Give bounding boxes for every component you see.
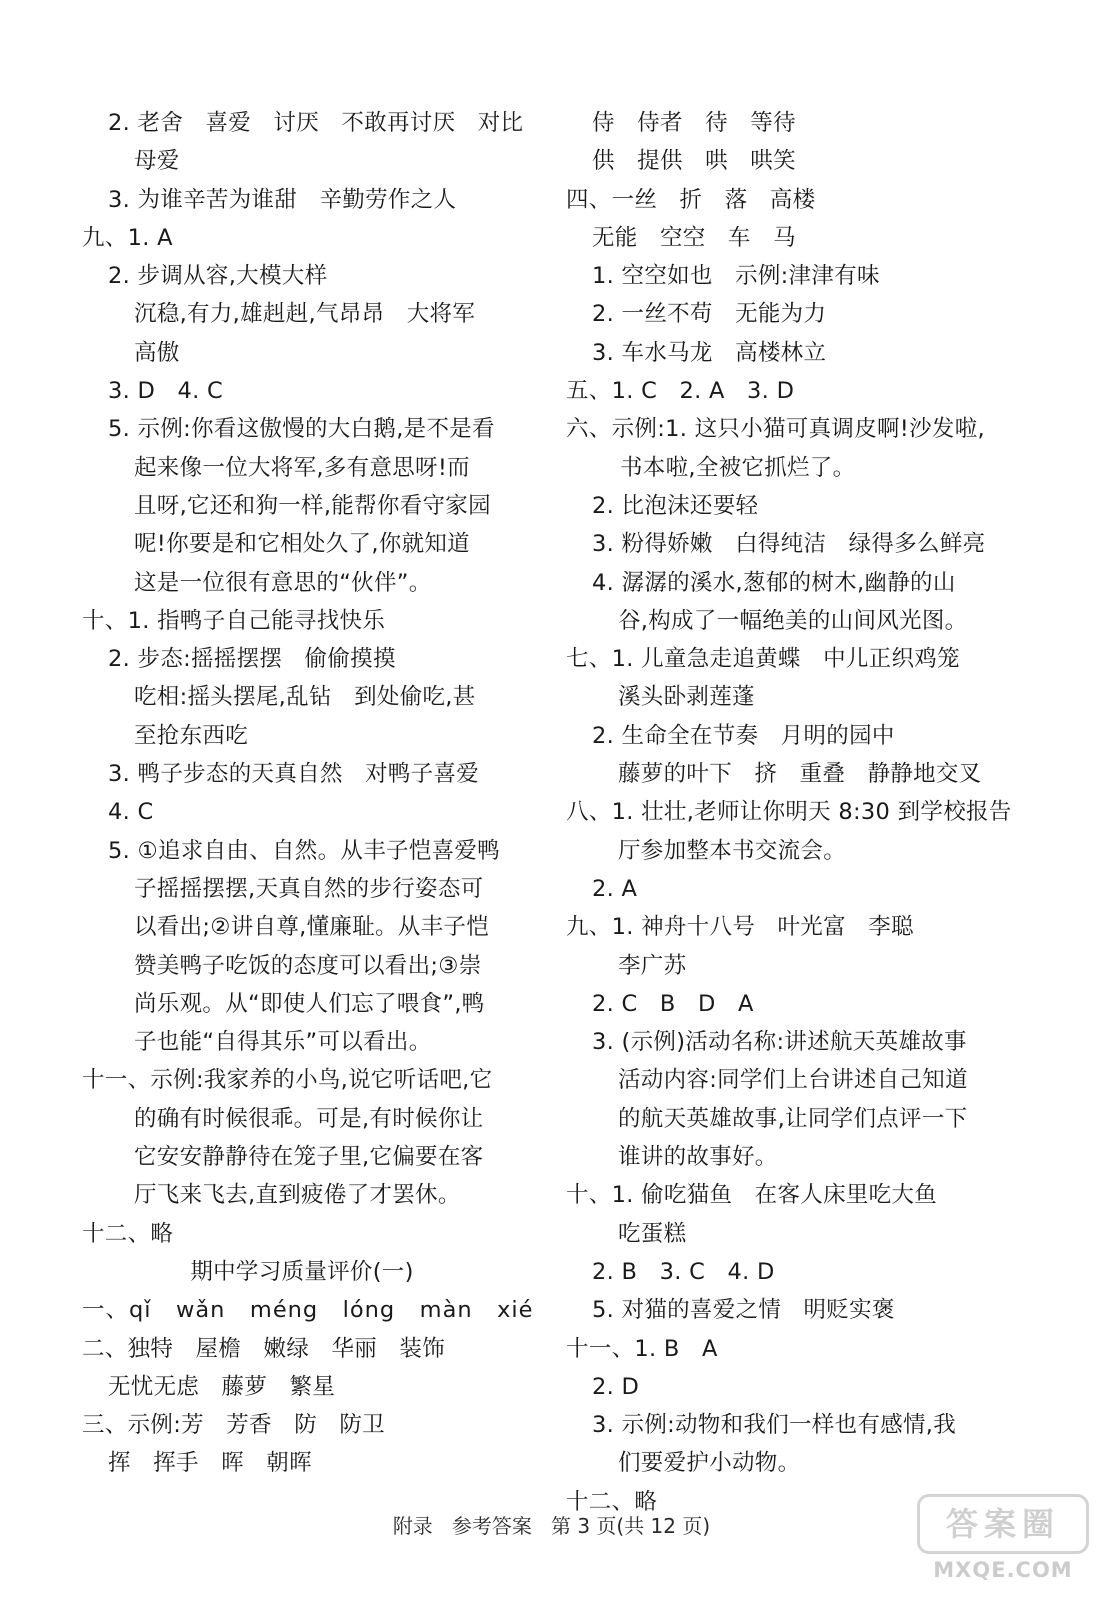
answer-line: 5. ①追求自由、自然。从丰子恺喜爱鸭	[108, 837, 500, 864]
answer-line: 子摇摇摆摆,天真自然的步行姿态可	[134, 875, 484, 902]
answer-line: 2. 一丝不苟 无能为力	[592, 301, 827, 328]
answer-line: 它安安静静待在笼子里,它偏要在客	[134, 1144, 484, 1171]
answer-line: 七、1. 儿童急走追黄蝶 中儿正织鸡笼	[566, 646, 960, 673]
answer-line: 3. 示例:动物和我们一样也有感情,我	[592, 1412, 957, 1439]
answer-line: 侍 侍者 待 等待	[592, 110, 796, 136]
answer-line: 3. D 4. C	[108, 378, 224, 405]
answer-line: 无忧无虑 藤萝 繁星	[108, 1373, 336, 1400]
answer-line: 3. 粉得娇嫩 白得纯洁 绿得多么鲜亮	[592, 531, 986, 558]
answer-line: 高傲	[134, 339, 180, 366]
answer-line: 赞美鸭子吃饭的态度可以看出;③崇	[134, 952, 482, 979]
answer-line: 3. 鸭子步态的天真自然 对鸭子喜爱	[108, 761, 480, 788]
answer-line: 十、1. 偷吃猫鱼 在客人床里吃大鱼	[566, 1182, 938, 1209]
answer-line: 挥 挥手 晖 朝晖	[108, 1450, 312, 1477]
answer-line: 1. 空空如也 示例:津津有味	[592, 263, 880, 290]
answer-line: 这是一位很有意思的“伙伴”。	[134, 569, 432, 596]
answer-line: 书本啦,全被它抓烂了。	[620, 454, 856, 481]
answer-line: 子也能“自得其乐”可以看出。	[134, 1029, 432, 1056]
answer-line: 沉稳,有力,雄赳赳,气昂昂 大将军	[134, 301, 476, 328]
right-column	[566, 104, 1036, 1521]
answer-line: 二、独特 屋檐 嫩绿 华丽 装饰	[82, 1335, 446, 1362]
answer-line: 谷,构成了一幅绝美的山间风光图。	[618, 607, 968, 634]
answer-line: 三、示例:芳 芳香 防 防卫	[82, 1412, 385, 1439]
answer-line: 3. 车水马龙 高楼林立	[592, 339, 827, 366]
answer-line: 3. (示例)活动名称:讲述航天英雄故事	[592, 1029, 967, 1056]
answer-line: 2. 步态:摇摇摆摆 偷偷摸摸	[108, 646, 396, 673]
answer-line: 呢!你要是和它相处久了,你就知道	[134, 531, 470, 558]
answer-line: 九、1. A	[82, 224, 173, 251]
answer-line: 2. B 3. C 4. D	[592, 1258, 775, 1285]
answer-line: 至抢东西吃	[134, 722, 249, 749]
answer-line: 十二、略	[82, 1220, 174, 1247]
answer-line: 尚乐观。从“即使人们忘了喂食”,鸭	[134, 990, 485, 1017]
answer-line: 5. 示例:你看这傲慢的大白鹅,是不是看	[108, 416, 495, 443]
answer-line: 且呀,它还和狗一样,能帮你看守家园	[134, 492, 491, 519]
answer-line: 2. A	[592, 875, 638, 902]
answer-line: 十一、示例:我家养的小鸟,说它听话吧,它	[82, 1067, 493, 1094]
answer-line: 厅参加整本书交流会。	[618, 837, 847, 864]
answer-line: 2. 老舍 喜爱 讨厌 不敢再讨厌 对比	[108, 110, 524, 136]
answer-line: 供 提供 哄 哄笑	[592, 148, 796, 175]
answer-line: 五、1. C 2. A 3. D	[566, 378, 795, 405]
answer-line: 厅飞来飞去,直到疲倦了才罢休。	[134, 1182, 461, 1209]
answer-line: 的航天英雄故事,让同学们点评一下	[618, 1105, 968, 1132]
answer-line: 九、1. 神舟十八号 叶光富 李聪	[566, 914, 914, 941]
answer-line: 期中学习质量评价(一)	[190, 1258, 414, 1285]
answer-line: 无能 空空 车 马	[592, 224, 796, 251]
answer-line: 母爱	[134, 148, 180, 175]
watermark-url: MXQE.COM	[933, 1558, 1073, 1582]
answer-line: 溪头卧剥莲蓬	[618, 684, 755, 711]
answer-line: 藤萝的叶下 挤 重叠 静静地交叉	[618, 761, 982, 788]
answer-line: 一、qǐ wǎn méng lóng màn xié	[82, 1297, 534, 1324]
answer-line: 4. 潺潺的溪水,葱郁的树木,幽静的山	[592, 569, 956, 596]
answer-line: 2. 步调从容,大模大样	[108, 263, 328, 290]
answer-line: 4. C	[108, 799, 154, 826]
page-footer: 附录 参考答案 第 3 页(共 12 页)	[392, 1514, 711, 1538]
answer-line: 八、1. 壮壮,老师让你明天 8:30 到学校报告	[566, 799, 1012, 826]
answer-line: 谁讲的故事好。	[618, 1144, 778, 1171]
answer-line: 2. 生命全在节奏 月明的园中	[592, 722, 895, 749]
answer-line: 活动内容:同学们上台讲述自己知道	[618, 1067, 968, 1094]
answer-line: 吃相:摇头摆尾,乱钻 到处偷吃,甚	[134, 684, 476, 711]
answer-line: 十二、略	[566, 1488, 658, 1515]
answer-line: 十一、1. B A	[566, 1335, 718, 1362]
answer-line: 5. 对猫的喜爱之情 明贬实褒	[592, 1297, 895, 1324]
answer-line: 2. C B D A	[592, 990, 754, 1017]
watermark	[917, 1494, 1089, 1586]
answer-line: 四、一丝 折 落 高楼	[566, 186, 816, 213]
answer-line: 的确有时候很乖。可是,有时候你让	[134, 1105, 484, 1132]
answer-line: 2. 比泡沫还要轻	[592, 492, 759, 519]
answer-line: 六、示例:1. 这只小猫可真调皮啊!沙发啦,	[566, 416, 985, 443]
answer-line: 3. 为谁辛苦为谁甜 辛勤劳作之人	[108, 186, 457, 213]
answer-line: 们要爱护小动物。	[618, 1450, 801, 1477]
answer-line: 起来像一位大将军,多有意思呀!而	[134, 454, 470, 481]
watermark-logo: 答案圈	[917, 1494, 1089, 1554]
answer-line: 十、1. 指鸭子自己能寻找快乐	[82, 607, 386, 634]
left-column	[82, 104, 534, 1483]
answer-line: 以看出;②讲自尊,懂廉耻。从丰子恺	[134, 914, 490, 941]
answer-line: 2. D	[592, 1373, 640, 1400]
answer-line: 吃蛋糕	[618, 1220, 687, 1247]
answer-line: 李广苏	[618, 952, 687, 979]
